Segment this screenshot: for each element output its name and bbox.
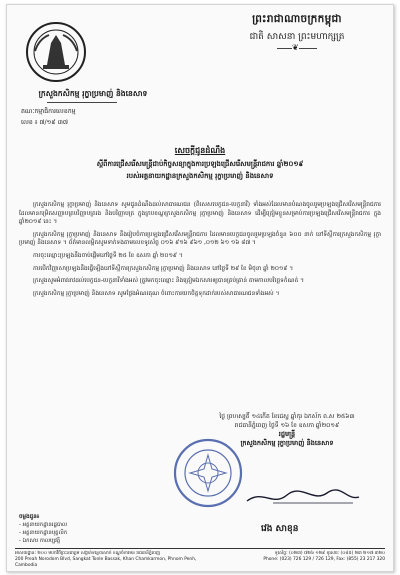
notice-subject: ស្តីពីការជ្រើសរើសមន្ត្រីជាប់កិច្ចសន្យាក្នុងការប្រឡងជ្រើសរើសមន្ត្រីរាជការ ឆ្នាំ២០១៩ (96, 160, 304, 168)
body-paragraph: ការចុះឈ្មោះប្រឡងនឹងចាប់ផ្តើមនៅថ្ងៃទី ២៥ ខែ ឧសភា ឆ្នាំ ២០១៩ ។ (33, 252, 183, 259)
official-seal-icon (172, 437, 244, 509)
body-paragraph: ក្រសួងសូមអំពាវនាវដល់បេក្ខជន-បេក្ខនារីទាំងអស់ ត្រូវមកចុះឈ្មោះ និងត្រៀមឯកសារឲ្យបានគ្រប់គ្រាន់ តាមកាលបរិច្ឆេទកំណត់ ។ (33, 278, 304, 285)
notice-subject-2: របស់អគ្គនាយកដ្ឋានក្រសួងកសិកម្ម រុក្ខាប្រមាញ់ និងនេសាទ (126, 172, 274, 180)
ministry-emblem-icon (25, 21, 87, 83)
body-paragraph: ក្រសួងកសិកម្ម រុក្ខាប្រមាញ់ និងនេសាទ សូមថ្លែងអំណរគុណ ចំពោះការយកចិត្តទុកដាក់របស់សាធារណជនទាំងអស់ ។ (33, 290, 280, 297)
footer-divider (15, 548, 385, 549)
notice-title: សេចក្តីជូនដំណឹង (174, 146, 226, 155)
department-line: គណៈកម្មាធិការលេខកម្ម (21, 108, 76, 115)
signatory-name: វេង សាខុន (261, 524, 299, 534)
lunar-date: ថ្ងៃ ព្រហស្បតិ៍ ១៤កើត ខែជេស្ឋ ឆ្នាំកុរ ឯកស័ក ព.ស ២៥៦៣ (219, 413, 355, 420)
cc-heading: ចម្លងជូន៖ (19, 514, 40, 520)
solar-date: រាជធានីភ្នំពេញ ថ្ងៃទី ១៦ ខែ ឧសភា ឆ្នាំ២០១៩ (234, 421, 340, 429)
signatory-role: រដ្ឋមន្ត្រី (278, 430, 296, 438)
ministry-name: ក្រសួងកសិកម្ម រុក្ខាប្រមាញ់ និងនេសាទ (38, 89, 148, 98)
cc-item: - ឯកសារ កាលប្បវត្តិ (19, 538, 61, 544)
footer-contact: ទូរស័ព្ទ: (០២៣) ៧២៦ ១២៩ ទូរសារ: (០៨៥) ២៣ ២១៧ ៣២០ Phone: (023) 726 129 / 726 129, Fax: (855) 23 217 320 (263, 551, 385, 562)
body-paragraph: ក្រសួងកសិកម្ម រុក្ខាប្រមាញ់ និងនេសាទ នឹងរៀបចំការប្រឡងជ្រើសរើសមន្ត្រីរាជការ ដែលមានបេក្ខជនចូលរួមប្រឡងចំនួន ៦០០ នាក់ នៅទីស្តីការក្រសួងកសិកម្ម រុក្ខាប្រមាញ់ និងនេសាទ ។ ព័ត៌មានលម្អិតសូមទាក់ទងតាមលេខទូរស័ព្ទ ០១៦ ៩១៦ ៩៦១ ,០១២ ៦១ ១៦ ៨៧ ។ (19, 231, 381, 247)
reference-number: លេខ ៖ ៧/១៩ ៣៧ (21, 119, 68, 126)
signatory-ministry: ក្រសួងកសិកម្ម រុក្ខាប្រមាញ់ និងនេសាទ (240, 438, 334, 447)
signature-icon (243, 483, 363, 509)
notice-body (19, 201, 381, 302)
cc-item: - អគ្គនាយកដ្ឋានរដ្ឋបាល (19, 522, 68, 528)
footer-address: អាសយដ្ឋាន: ២០០ មហាវិថីព្រះនរោត្តម សង្កាត់ទន្លេបាសាក់ ខណ្ឌចំការមន រាជធានីភ្នំពេញ 200 Preah Norodom Blvd, Sangkat Tonle Bassak, Khan Chamkarmon, Phnom Penh, Cambodia (15, 551, 197, 568)
notice-title-block (7, 145, 393, 182)
document-sheet (6, 4, 394, 572)
body-paragraph: ការបើកវិញ្ញាសាប្រឡងនឹងធ្វើឡើងនៅទីស្តីការក្រសួងកសិកម្ម រុក្ខាប្រមាញ់ និងនេសាទ នៅថ្ងៃទី ២៩ ខែ មិថុនា ឆ្នាំ ២០១៩ ។ (33, 265, 294, 272)
ministry-divider (47, 102, 117, 103)
body-paragraph: ក្រសួងកសិកម្ម រុក្ខាប្រមាញ់ និងនេសាទ សូមជូនដំណឹងដល់សាធារណជន (ពិសេសបេក្ខជន-បេក្ខនារី) ទាំងអស់ដែលមានបំណងចូលរួមប្រឡងជ្រើសរើសមន្ត្រីរាជការ ដែលមានកម្រិតសញ្ញាបត្របរិញ្ញាបត្ររង និងបរិញ្ញាបត្រ ក្នុងក្របខណ្ឌក្រសួងកសិកម្ម រុក្ខាប្រមាញ់ និងនេសាទ ដើម្បីត្រៀមខ្លួនសម្រាប់ការប្រឡងជ្រើសរើសមន្ត្រីរាជការ ក្នុងឆ្នាំ២០១៩ នេះ ។ (19, 202, 381, 226)
ornament-divider (277, 48, 317, 49)
cc-item: - អគ្គនាយកដ្ឋានបុគ្គលិក (19, 530, 68, 536)
kingdom-title: ព្រះរាជាណាចក្រកម្ពុជា (252, 13, 342, 25)
kingdom-header (207, 13, 387, 49)
national-motto: ជាតិ សាសនា ព្រះមហាក្សត្រ (249, 32, 345, 42)
copy-to-list (19, 513, 129, 545)
